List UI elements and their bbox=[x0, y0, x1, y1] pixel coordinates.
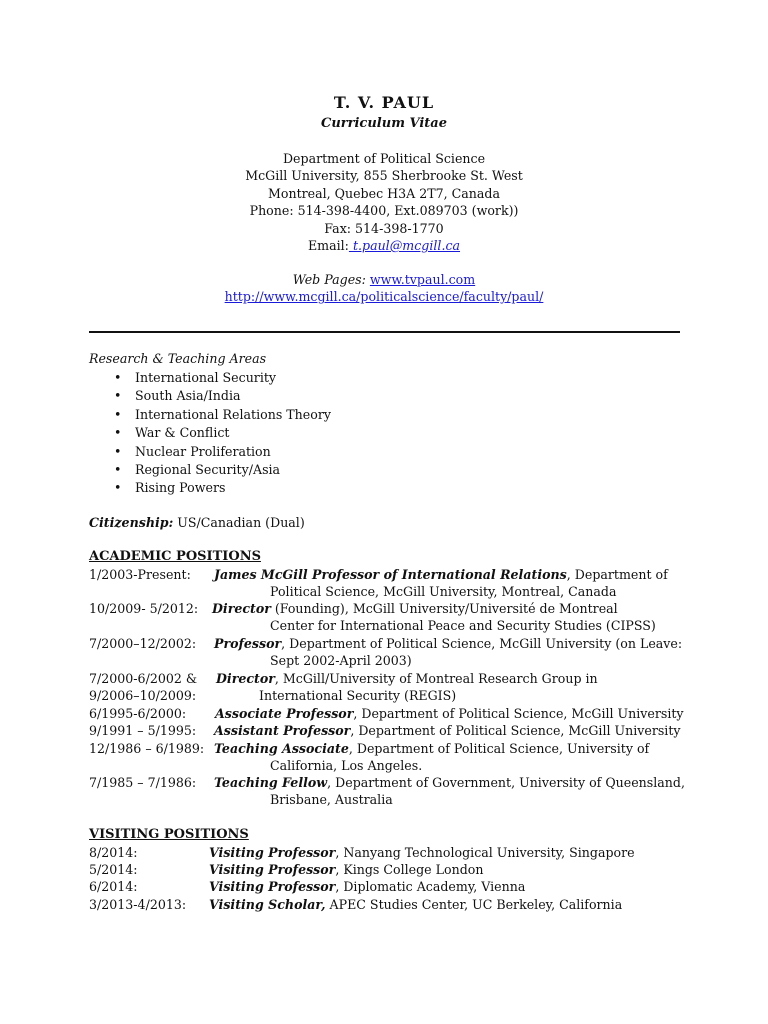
list-item: • South Asia/India bbox=[114, 387, 331, 405]
position-role: Professor bbox=[214, 636, 282, 651]
position-detail: , Kings College London bbox=[335, 862, 484, 877]
position-role: Director bbox=[216, 671, 275, 686]
address-line: McGill University, 855 Sherbrooke St. West bbox=[245, 168, 523, 184]
citizenship-label: Citizenship: bbox=[89, 515, 174, 530]
position-date: 7/2000–12/2002: bbox=[89, 636, 197, 651]
position-title bbox=[212, 600, 618, 617]
position-detail: APEC Studies Center, UC Berkeley, California bbox=[325, 897, 623, 912]
email-label: Email: bbox=[307, 237, 349, 253]
address-line: Montreal, Quebec H3A 2T7, Canada bbox=[268, 185, 500, 201]
position-role: Visiting Professor bbox=[209, 879, 336, 894]
academic-positions-heading: ACADEMIC POSITIONS bbox=[89, 549, 261, 564]
position-date: 6/1995-6/2000: bbox=[89, 706, 187, 721]
position-title bbox=[209, 896, 622, 913]
research-areas-list bbox=[114, 369, 331, 498]
position-detail: , Department of bbox=[566, 567, 668, 582]
position-title bbox=[214, 722, 681, 739]
position-continuation: California, Los Angeles. bbox=[270, 758, 423, 774]
position-continuation: Center for International Peace and Security Studies (CIPSS) bbox=[270, 618, 656, 634]
position-detail: , Diplomatic Academy, Vienna bbox=[335, 879, 526, 894]
fax-line: Fax: 514-398-1770 bbox=[324, 220, 444, 236]
position-date: 7/2000-6/2002 & bbox=[89, 671, 198, 686]
position-detail: , Department of Political Science, McGill University bbox=[350, 723, 681, 738]
address-line: Department of Political Science bbox=[282, 151, 486, 166]
position-title bbox=[214, 740, 649, 757]
position-date: 1/2003-Present: bbox=[89, 567, 191, 582]
address-block bbox=[0, 150, 768, 254]
phone-line: Phone: 514-398-4400, Ext.089703 (work)) bbox=[249, 203, 519, 219]
position-role: Teaching Associate bbox=[214, 741, 349, 756]
list-item: • Nuclear Proliferation bbox=[114, 443, 331, 461]
position-title bbox=[209, 878, 525, 895]
visiting-positions-heading: VISITING POSITIONS bbox=[89, 827, 249, 842]
list-item: • Regional Security/Asia bbox=[114, 461, 331, 479]
position-continuation: Sept 2002-April 2003) bbox=[270, 653, 412, 669]
header-divider bbox=[89, 331, 680, 333]
position-date: 7/1985 – 7/1986: bbox=[89, 775, 197, 790]
position-date: 12/1986 – 6/1989: bbox=[89, 741, 205, 756]
web-link-mcgill[interactable]: http://www.mcgill.ca/politicalscience/faculty/paul/ bbox=[224, 289, 544, 305]
position-detail: , McGill/University of Montreal Research Group in bbox=[274, 671, 598, 686]
position-role: James McGill Professor of International Relations bbox=[214, 567, 567, 582]
position-role: Assistant Professor bbox=[214, 723, 351, 738]
author-name: T. V. PAUL bbox=[333, 93, 435, 112]
web-pages-block bbox=[0, 271, 768, 306]
position-date: 10/2009- 5/2012: bbox=[89, 601, 199, 616]
position-title bbox=[214, 774, 685, 791]
position-date: 9/2006–10/2009: bbox=[89, 688, 197, 703]
list-item: • Rising Powers bbox=[114, 479, 331, 497]
position-detail: , Department of Political Science, McGill University (on Leave: bbox=[281, 636, 683, 651]
position-continuation: Brisbane, Australia bbox=[270, 792, 393, 808]
position-title bbox=[209, 844, 635, 861]
position-title bbox=[214, 566, 668, 583]
position-role: Director bbox=[212, 601, 271, 616]
position-date: 5/2014: bbox=[89, 862, 138, 877]
position-continuation: Political Science, McGill University, Montreal, Canada bbox=[270, 584, 617, 600]
position-detail: , Department of Government, University of Queensland, bbox=[327, 775, 685, 790]
position-role: Visiting Scholar, bbox=[209, 897, 326, 912]
document-subtitle: Curriculum Vitae bbox=[321, 116, 447, 131]
position-role: Visiting Professor bbox=[209, 862, 336, 877]
position-date: 9/1991 – 5/1995: bbox=[89, 723, 197, 738]
position-title bbox=[215, 705, 684, 722]
position-detail: , Department of Political Science, McGill University bbox=[353, 706, 684, 721]
web-label: Web Pages: bbox=[292, 272, 366, 287]
web-line bbox=[0, 288, 768, 305]
web-line bbox=[0, 271, 768, 288]
position-title bbox=[209, 861, 483, 878]
citizenship-value: US/Canadian (Dual) bbox=[173, 515, 305, 530]
position-detail: International Security (REGIS) bbox=[259, 688, 457, 703]
position-role: Teaching Fellow bbox=[214, 775, 328, 790]
position-detail: , Nanyang Technological University, Singapore bbox=[335, 845, 635, 860]
citizenship-line bbox=[89, 514, 305, 531]
position-detail: (Founding), McGill University/Université de Montreal bbox=[270, 601, 618, 616]
email-line bbox=[0, 237, 768, 254]
position-role: Visiting Professor bbox=[209, 845, 336, 860]
research-areas-title: Research & Teaching Areas bbox=[89, 351, 267, 366]
position-title bbox=[216, 670, 598, 687]
web-link-personal[interactable]: www.tvpaul.com bbox=[369, 272, 476, 287]
position-date: 6/2014: bbox=[89, 879, 138, 894]
list-item: • International Security bbox=[114, 369, 331, 387]
position-detail: , Department of Political Science, University of bbox=[348, 741, 650, 756]
position-date: 8/2014: bbox=[89, 845, 138, 860]
position-title bbox=[214, 635, 682, 652]
position-role: Associate Professor bbox=[215, 706, 354, 721]
list-item: • War & Conflict bbox=[114, 424, 331, 442]
position-date: 3/2013-4/2013: bbox=[89, 897, 187, 912]
list-item: • International Relations Theory bbox=[114, 406, 331, 424]
email-link[interactable]: t.paul@mcgill.ca bbox=[348, 237, 461, 253]
